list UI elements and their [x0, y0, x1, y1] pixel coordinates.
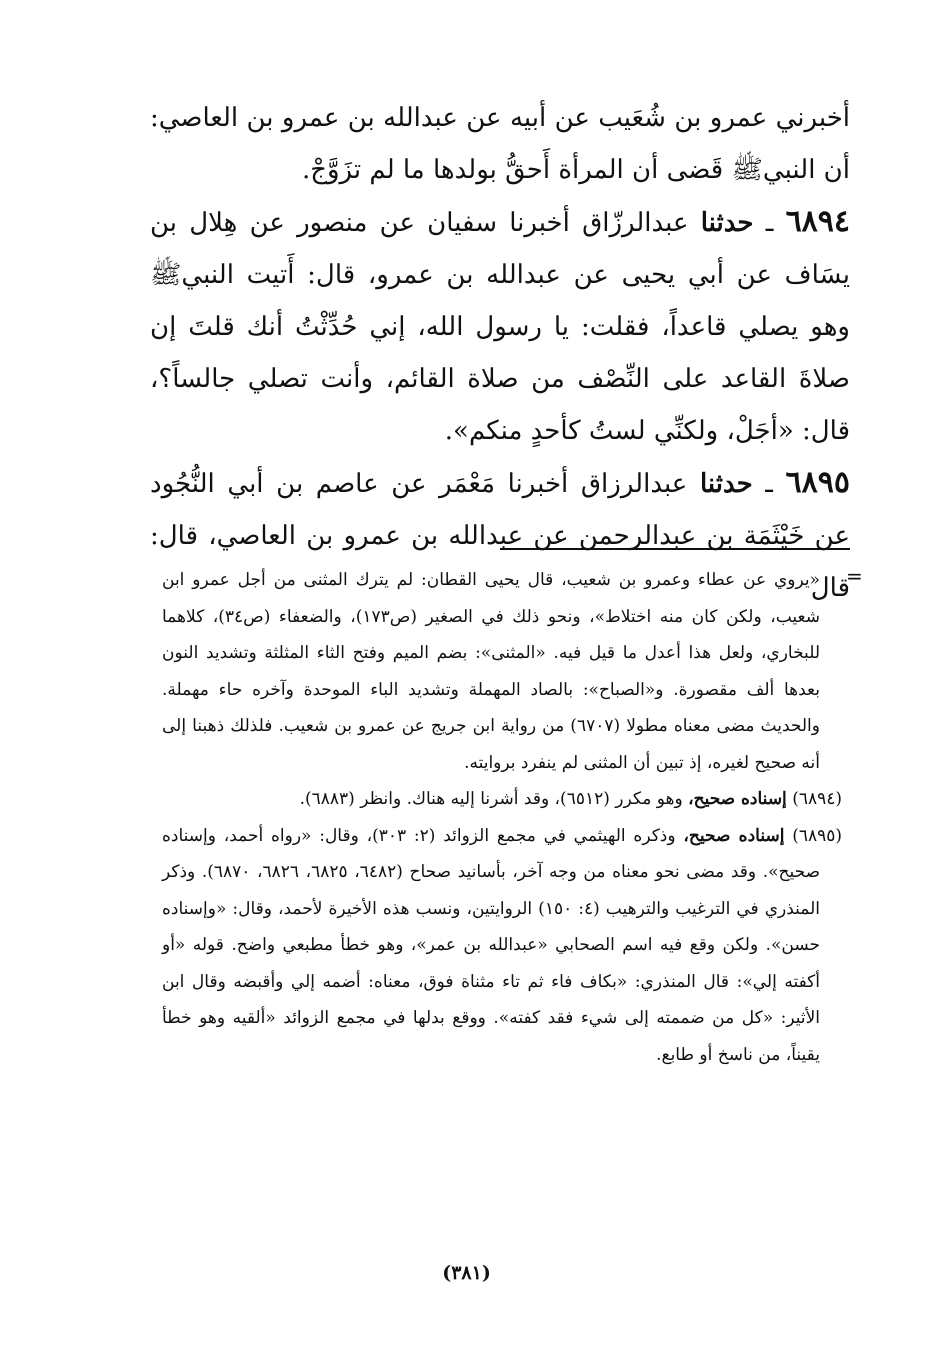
footnote-separator	[500, 548, 850, 550]
hadith-text: عبدالرزاق أخبرنا مَعْمَر عن عاصم بن أبي النُّجُود عن خَيْثَمَة بن عبدالرحمن عن عبدالله بن عمرو بن العاصي، قال: قال	[150, 469, 850, 603]
page-number: (٣٨١)	[442, 1262, 491, 1284]
footnote-6895	[162, 818, 842, 1074]
footnote-number: (٦٨٩٤)	[792, 789, 842, 809]
hadith-continuation: أخبرني عمرو بن شُعَيب عن أبيه عن عبدالله بن عمرو بن العاصي: أن النبيﷺ قَضى أن المرأة أَحقُّ بولدها ما لم تزَوَّجْ.	[150, 103, 850, 185]
hadith-number: ٦٨٩٥	[785, 465, 850, 500]
footnote-6894	[162, 781, 842, 818]
main-text	[150, 92, 850, 614]
narration-keyword: حدثنا	[699, 469, 753, 499]
footnote-continuation: «يروي عن عطاء وعمرو بن شعيب، قال يحيى القطان: لم يترك المثنى من أجل عمرو ابن شعيب، ولكن كان منه اختلاط»، ونحو ذلك في الصغير (ص١٧٣)، والضعفاء (ص٣٤)، كلاهما للبخاري، ولعل هذا أعدل ما قيل فيه. «المثنى»: بضم الميم وفتح الثاء المثلثة وتشديد النون بعدها ألف مقصورة. و«الصباح»: بالصاد المهملة وتشديد الباء الموحدة وآخره حاء مهملة. والحديث مضى معناه مطولا (٦٧٠٧) من رواية ابن جريج عن عمرو بن شعيب. فلذلك ذهبنا إلى أنه صحيح لغيره، إذ تبين أن المثنى لم ينفرد بروايته.	[162, 570, 820, 773]
footnote-number: (٦٨٩٥)	[792, 825, 843, 846]
hadith-text: عبدالرزّاق أخبرنا سفيان عن منصور عن هِلال بن يسَاف عن أبي يحيى عن عبدالله بن عمرو، قال: أَتيت النبيﷺ وهو يصلي قاعداً، فقلت: يا رسول الله، إني حُدِّثْتُ أنك قلتَ إن صلاةَ القاعد على النِّصْف من صلاة القائم، وأنت تصلي جالساً؟، قال: «أجَلْ، ولكنِّي لستُ كأحدٍ منكم».	[150, 208, 850, 446]
narration-keyword: حدثنا	[700, 208, 754, 238]
continuation-mark: =	[846, 564, 863, 588]
footnote-text: وهو مكرر (٦٥١٢)، وقد أشرنا إليه هناك. وانظر (٦٨٨٣).	[299, 789, 683, 809]
footnotes	[162, 562, 842, 1073]
grading-keyword: إسناده صحيح،	[683, 825, 785, 846]
footnote-text: وذكره الهيثمي في مجمع الزوائد (٢: ٣٠٣)، وقال: «رواه أحمد، وإسناده صحيح». وقد مضى نحو معناه من وجه آخر، بأسانيد صحاح (٦٤٨٢، ٦٨٢٥، ٦٨٢٦، ٦٨٧٠). وذكر المنذري في الترغيب والترهيب (٤: ١٥٠) الروايتين، ونسب هذه الأخيرة لأحمد، وقال: «وإسناده حسن». ولكن وقع فيه اسم الصحابي «عبدالله بن عمر»، وهو خطأ مطبعي واضح. قوله «أو أكفته إلي»: قال المنذري: «بكاف فاء ثم تاء مثناة فوق، معناه: أضمه إلي وأقبضه وقال ابن الأثير: «كل من ضممته إلى شيء فقد كفته». ووقع بدلها في مجمع الزوائد «ألقيه وهو خطأ يقيناً، من ناسخ أو طابع.	[162, 825, 821, 1065]
grading-keyword: إسناده صحيح،	[688, 789, 787, 809]
hadith-6895: ٦٨٩٥ ـ حدثنا عبدالرزاق أخبرنا مَعْمَر عن عاصم بن أبي النُّجُود عن خَيْثَمَة بن عبدالرحمن عن عبدالله بن عمرو بن العاصي، قال: قال	[150, 465, 850, 603]
hadith-number: ٦٨٩٤	[785, 204, 851, 239]
hadith-6894: ٦٨٩٤ ـ حدثنا عبدالرزّاق أخبرنا سفيان عن منصور عن هِلال بن يسَاف عن أبي يحيى عن عبدالله بن عمرو، قال: أَتيت النبيﷺ وهو يصلي قاعداً، فقلت: يا رسول الله، إني حُدِّثْتُ أنك قلتَ إن صلاةَ القاعد على النِّصْف من صلاة القائم، وأنت تصلي جالساً؟، قال: «أجَلْ، ولكنِّي لستُ كأحدٍ منكم».	[150, 204, 851, 446]
